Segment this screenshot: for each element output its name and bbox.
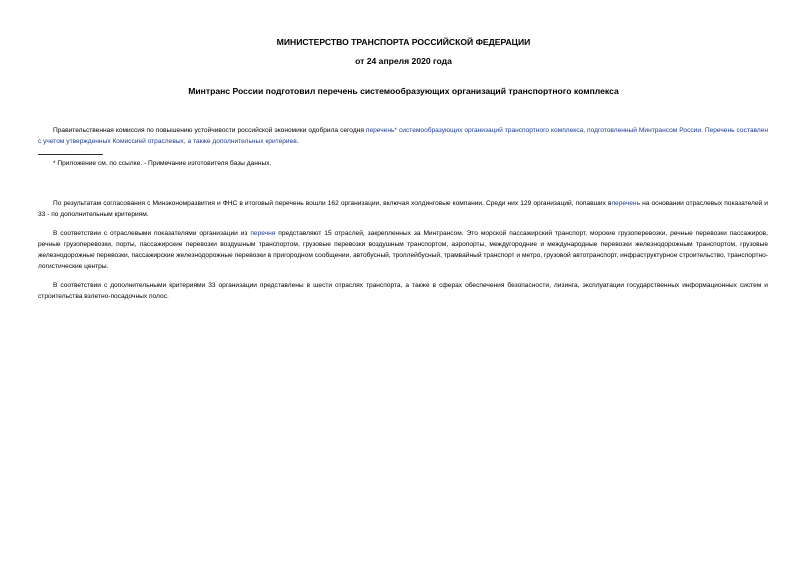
list-link-3[interactable]: перечня xyxy=(250,230,276,237)
list-link-2[interactable]: перечень xyxy=(611,200,641,207)
footnote-divider xyxy=(38,154,103,155)
paragraph-results xyxy=(38,198,768,220)
paragraph-results-end: на основании отраслевых показателей и 33 - по дополнительным критериям. xyxy=(38,200,768,218)
list-link[interactable]: перечень* системообразующих организаций транспортного комплекса, подготовленный Минтрансом России. Перечень составлен с учетом утвержденных Комиссией отраслевых, а также дополнительных критериев xyxy=(38,127,768,145)
paragraph-results-text: По результатам согласования с Минэкономразвития и ФНС в итоговый перечень вошли 162 организации, включая холдинговые компании. Среди них 129 организаций, попавших в xyxy=(53,200,612,207)
paragraph-industries-text: В соответствии с отраслевыми показателями организации из xyxy=(53,230,251,237)
ministry-heading: МИНИСТЕРСТВО ТРАНСПОРТА РОССИЙСКОЙ ФЕДЕРАЦИИ xyxy=(276,37,531,47)
paragraph-additional: В соответствии с дополнительными критериями 33 организации представлены в шести отраслях транспорта, а также в сферах обеспечения безопасности, лизинга, эксплуатации государственных информационных систем и строительства взлетно-посадочных полос. xyxy=(38,282,768,300)
paragraph-industries xyxy=(38,228,768,272)
paragraph-intro-text: Правительственная комиссия по повышению устойчивости российской экономики одобрила сегодня xyxy=(53,127,366,134)
paragraph-intro-end: . xyxy=(296,138,299,145)
document-title: Минтранс России подготовил перечень системообразующих организаций транспортного комплекса xyxy=(188,86,619,96)
footnote: * Приложение см. по ссылке. - Примечание изготовителя базы данных. xyxy=(53,160,272,167)
document-date: от 24 апреля 2020 года xyxy=(355,56,452,66)
paragraph-industries-end: представляют 15 отраслей, закрепленных за Минтрансом. Это морской пассажирский транспорт, морские грузоперевозки, речные перевозки пассажиров, речные грузоперевозки, порты, пассажирские перевозки воздушным транспортом, грузовые перевозки воздушным транспортом, аэропорты, междугородние и международные перевозки железнодорожным транспортом, грузовые железнодорожные перевозки, пассажирские железнодорожные перевозки в пригородном сообщении, автобусный, троллейбусный, трамвайный транспорт и метро, грузовой автотранспорт, инфраструктурное строительство, транспортно-логистические центры. xyxy=(38,230,768,270)
paragraph-intro xyxy=(38,125,768,147)
